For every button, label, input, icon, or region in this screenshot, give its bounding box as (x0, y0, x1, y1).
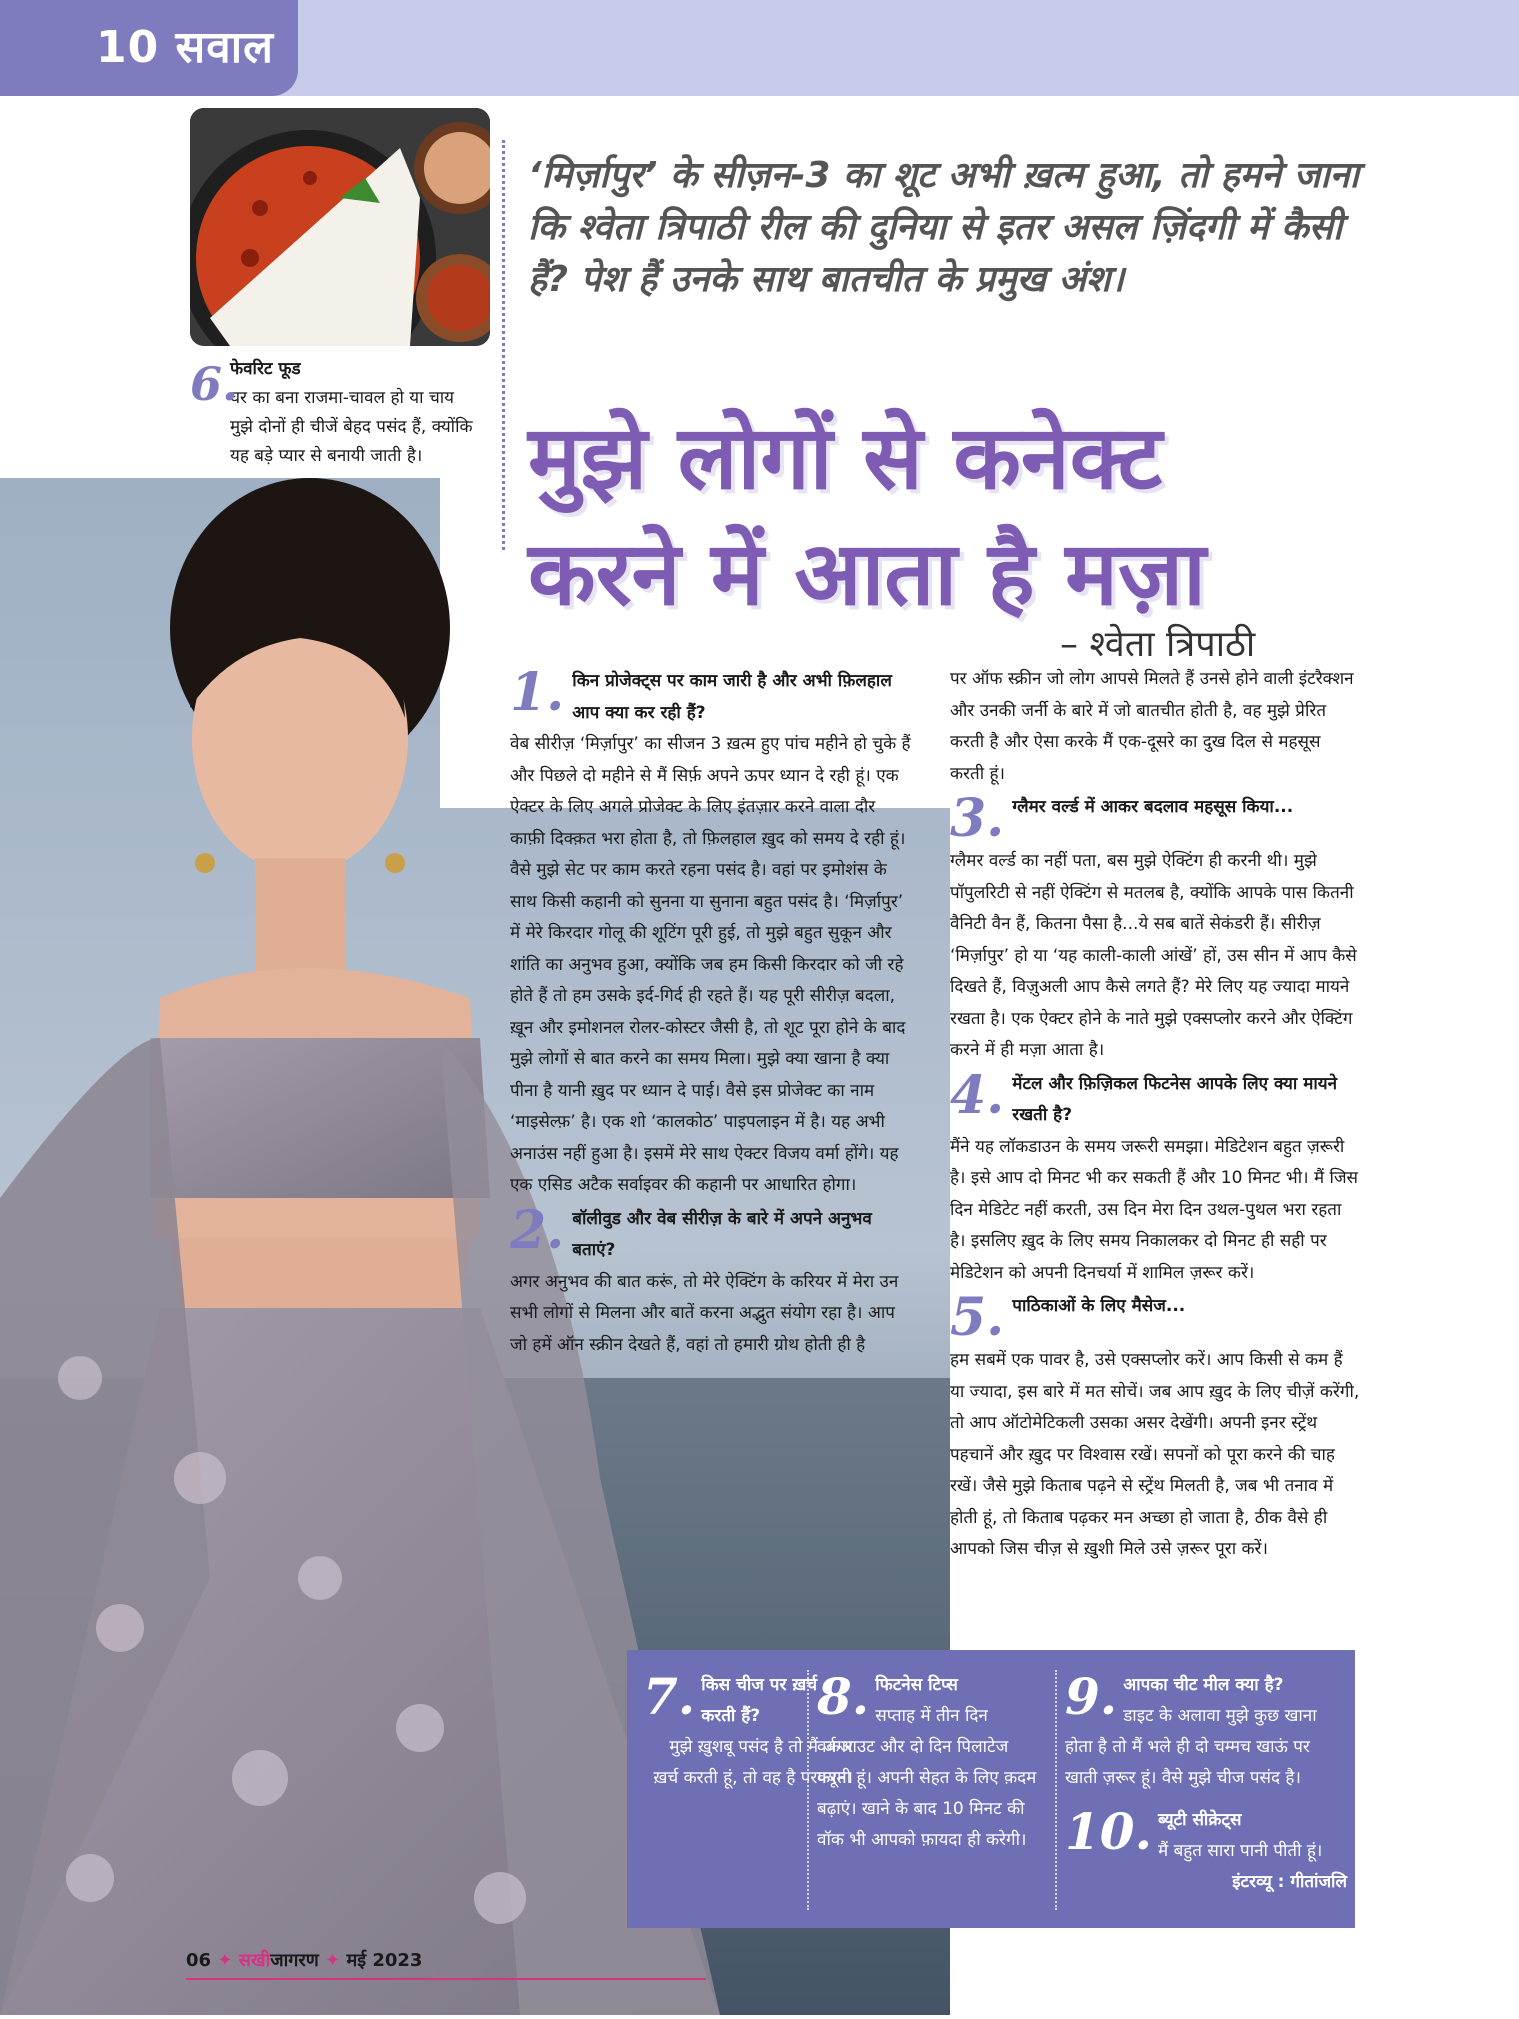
question-3 (950, 788, 1360, 849)
question-text: किस चीज पर ख़र्च करती हैं? (701, 1675, 818, 1726)
question-title: फेवरिट फूड (230, 359, 301, 379)
question-text: किन प्रोजेक्ट्स पर काम जारी है और अभी फ़िलहाल आप क्या कर रही हैं? (572, 671, 892, 723)
answer-text: मैं बहुत सारा पानी पीती हूं। (1158, 1841, 1323, 1861)
question-number: 4. (950, 1064, 1005, 1126)
answer-text: मुझे ख़ुशबू पसंद है तो मैं अगर ख़र्च करती हूं, तो वह है परफ्यूम। (653, 1737, 853, 1788)
answer-text: घर का बना राजमा-चावल हो या चाय मुझे दोनों ही चीजें बेहद पसंद हैं, क्योंकि यह बड़े प्यार से बनायी जाती है। (230, 388, 473, 466)
section-tag: 10 सवाल (0, 0, 298, 96)
intro-text: ‘मिर्ज़ापुर’ के सीज़न-3 का शूट अभी ख़त्म हुआ, तो हमने जाना कि श्वेता त्रिपाठी रील की दुनिया से इतर असल ज़िंदगी में कैसी हैं? पेश हैं उनके साथ बातचीत के प्रमुख अंश। (528, 155, 1359, 300)
question-text: मेंटल और फ़िज़िकल फिटनेस आपके लिए क्या मायने रखती है? (1012, 1073, 1338, 1125)
answer-text: अगर अनुभव की बात करूं, तो मेरे ऐक्टिंग के करियर में मेरा उन सभी लोगों से मिलना और बातें करना अद्भुत संयोग रहा है। आप जो हमें ऑन स्क्रीन देखते हैं, वहां तो हमारी ग्रोथ होती ही है (510, 1271, 899, 1355)
magazine-name-a: सखी (238, 1950, 271, 1971)
question-4 (950, 1064, 1360, 1132)
page-number: 06 (186, 1950, 212, 1971)
question-8 (817, 1667, 1042, 1948)
footer-rule (186, 1978, 706, 1980)
star-icon: ✦ (325, 1950, 341, 1971)
question-number: 8. (817, 1667, 870, 1726)
answer-text: ग्लैमर वर्ल्ड का नहीं पता, बस मुझे ऐक्टिंग ही करनी थी। मुझे पॉपुलरिटी से नहीं ऐक्टिंग से मतलब है, क्योंकि आपके पास कितनी वैनिटी वैन हैं, कितना पैसा है...ये सब बातें सेकंडरी हैं। सीरीज़ ‘मिर्ज़ापुर’ हो या ‘यह काली-काली आंखें’ हों, उस सीन में आप कैसे दिखते हैं, विज़ुअली आप कैसे लगते हैं? मेरे लिए यह ज्यादा मायने रखता है। एक ऐक्टर होने के नाते मुझे एक्सप्लोर करने और ऐक्टिंग करने में ही मज़ा आता है। (950, 851, 1357, 1060)
food-photo (190, 108, 490, 346)
question-number: 10. (1065, 1802, 1152, 1861)
box-divider (807, 1670, 809, 1910)
issue-month: मई (346, 1950, 367, 1971)
question-number: 1. (510, 662, 565, 723)
question-number: 2. (510, 1199, 565, 1261)
question-1 (510, 662, 912, 729)
question-text: पाठिकाओं के लिए मैसेज... (1012, 1296, 1186, 1316)
question-text: बॉलीवुड और वेब सीरीज़ के बारे में अपने अनुभव बताएं? (572, 1208, 872, 1260)
question-6 (190, 355, 480, 471)
question-text: ग्लैमर वर्ल्ड में आकर बदलाव महसूस किया... (1012, 797, 1294, 817)
headline-line-2: करने में आता है मज़ा (528, 522, 1206, 625)
question-text: ब्यूटी सीक्रेट्स (1158, 1810, 1242, 1830)
answer-text: मैंने यह लॉकडाउन के समय जरूरी समझा। मेडिटेशन बहुत ज़रूरी है। इसे आप दो मिनट भी कर सकती हैं और 10 मिनट भी। मैं जिस दिन मेडिटेट नहीं करती, उस दिन मेरा दिन उथल-पुथल भरा रहता है। इसलिए ख़ुद के लिए समय निकालकर दो मिनट ही सही पर मेडिटेशन को अपनी दिनचर्या में शामिल ज़रूर करें। (950, 1136, 1359, 1283)
headline-line-1: मुझे लोगों से कनेक्ट (528, 406, 1163, 509)
answer-text: डाइट के अलावा मुझे कुछ खाना होता है तो मैं भले ही दो चम्मच खाऊं पर खाती ज़रूर हूं। वैसे मुझे चीज पसंद है। (1065, 1706, 1317, 1788)
byline: – श्वेता त्रिपाठी (1060, 624, 1256, 665)
question-10 (1065, 1802, 1347, 1925)
question-number: 6. (190, 357, 239, 411)
question-number: 7. (643, 1667, 696, 1726)
question-5 (950, 1287, 1360, 1348)
interview-credit: इंटरव्यू : गीतांजलि (1232, 1872, 1347, 1892)
question-number: 3. (950, 788, 1005, 849)
question-text: फिटनेस टिप्स (875, 1675, 958, 1695)
article-column-2 (950, 664, 1360, 1566)
answer-text: सप्ताह में तीन दिन वर्कआउट और दो दिन पिलाटेज करती हूं। अपनी सेहत के लिए क़दम बढ़ाएं। खाने के बाद 10 मिनट की वॉक भी आपको फ़ायदा ही करेगी। (817, 1706, 1037, 1850)
issue-year: 2023 (372, 1950, 423, 1971)
box-divider (1055, 1670, 1057, 1910)
question-2 (510, 1199, 912, 1267)
star-icon: ✦ (217, 1950, 233, 1971)
question-number: 5. (950, 1287, 1005, 1348)
answer-text: वेब सीरीज़ ‘मिर्ज़ापुर’ का सीजन 3 ख़त्म हुए पांच महीने हो चुके हैं और पिछले दो महीने से मैं सिर्फ़ अपने ऊपर ध्यान दे रही हूं। एक ऐक्टर के लिए अगले प्रोजेक्ट के लिए इंतज़ार करने वाला दौर काफ़ी दिक्क़त भरा होता है, तो फ़िलहाल ख़ुद को समय दे रही हूं। वैसे मुझे सेट पर काम करते रहना पसंद है। वहां पर इमोशंस के साथ किसी कहानी को सुनना या सुनाना बहुत पसंद है। ‘मिर्ज़ापुर’ में मेरे किरदार गोलू की शूटिंग पूरी हुई, तो मुझे बहुत सुकून और शांति का अनुभव हुआ, क्योंकि जब हम किसी किरदार को जी रहे होते हैं तो हम उसके इर्द-गिर्द ही रहते हैं। यह पूरी सीरीज़ बदला, ख़ून और इमोशनल रोलर-कोस्टर जैसी है, तो शूट पूरा होने के बाद मुझे लोगों से बात करने का समय मिला। मुझे क्या खाना है क्या पीना है यानी ख़ुद पर ध्यान दे पाई। वैसे इस प्रोजेक्ट का नाम ‘माइसेल्फ़’ है। एक शो ‘कालकोठ’ पाइपलाइन में है। यह अभी अनाउंस नहीं हुआ है। इसमें मेरे साथ ऐक्टर विजय वर्मा होंगे। यह एक एसिड अटैक सर्वाइवर की कहानी पर आधारित होगा। (510, 734, 911, 1195)
article-column-1 (510, 664, 912, 1361)
answer-text-continued: पर ऑफ स्क्रीन जो लोग आपसे मिलते हैं उनसे होने वाली इंटरैक्शन और उनकी जर्नी के बारे में जो बातचीत होती है, वह मुझे प्रेरित करती है और ऐसा करके मैं एक-दूसरे का दुख दिल से महसूस करती हूं। (950, 669, 1354, 784)
quick-questions-box (627, 1650, 1355, 1928)
page-footer (186, 1948, 422, 1972)
answer-text: हम सबमें एक पावर है, उसे एक्सप्लोर करें। आप किसी से कम हैं या ज्यादा, इस बारे में मत सोचें। जब आप ख़ुद के लिए चीज़ें करेंगी, तो आप ऑटोमेटिकली उसका असर देखेंगी। अपनी इनर स्ट्रेंथ पहचानें और ख़ुद पर विश्वास रखें। सपनों को पूरा करने की चाह रखें। जैसे मुझे किताब पढ़ने से स्ट्रेंथ मिलती है, जब भी तनाव में होती हूं, तो किताब पढ़कर मन अच्छा हो जाता है, ठीक वैसे ही आपको जिस चीज़ से ख़ुशी मिले उसे ज़रूर पूरा करें। (950, 1350, 1360, 1559)
question-number: 9. (1065, 1667, 1118, 1726)
magazine-name-b: जागरण (270, 1950, 319, 1971)
question-text: आपका चीट मील क्या है? (1123, 1675, 1284, 1695)
